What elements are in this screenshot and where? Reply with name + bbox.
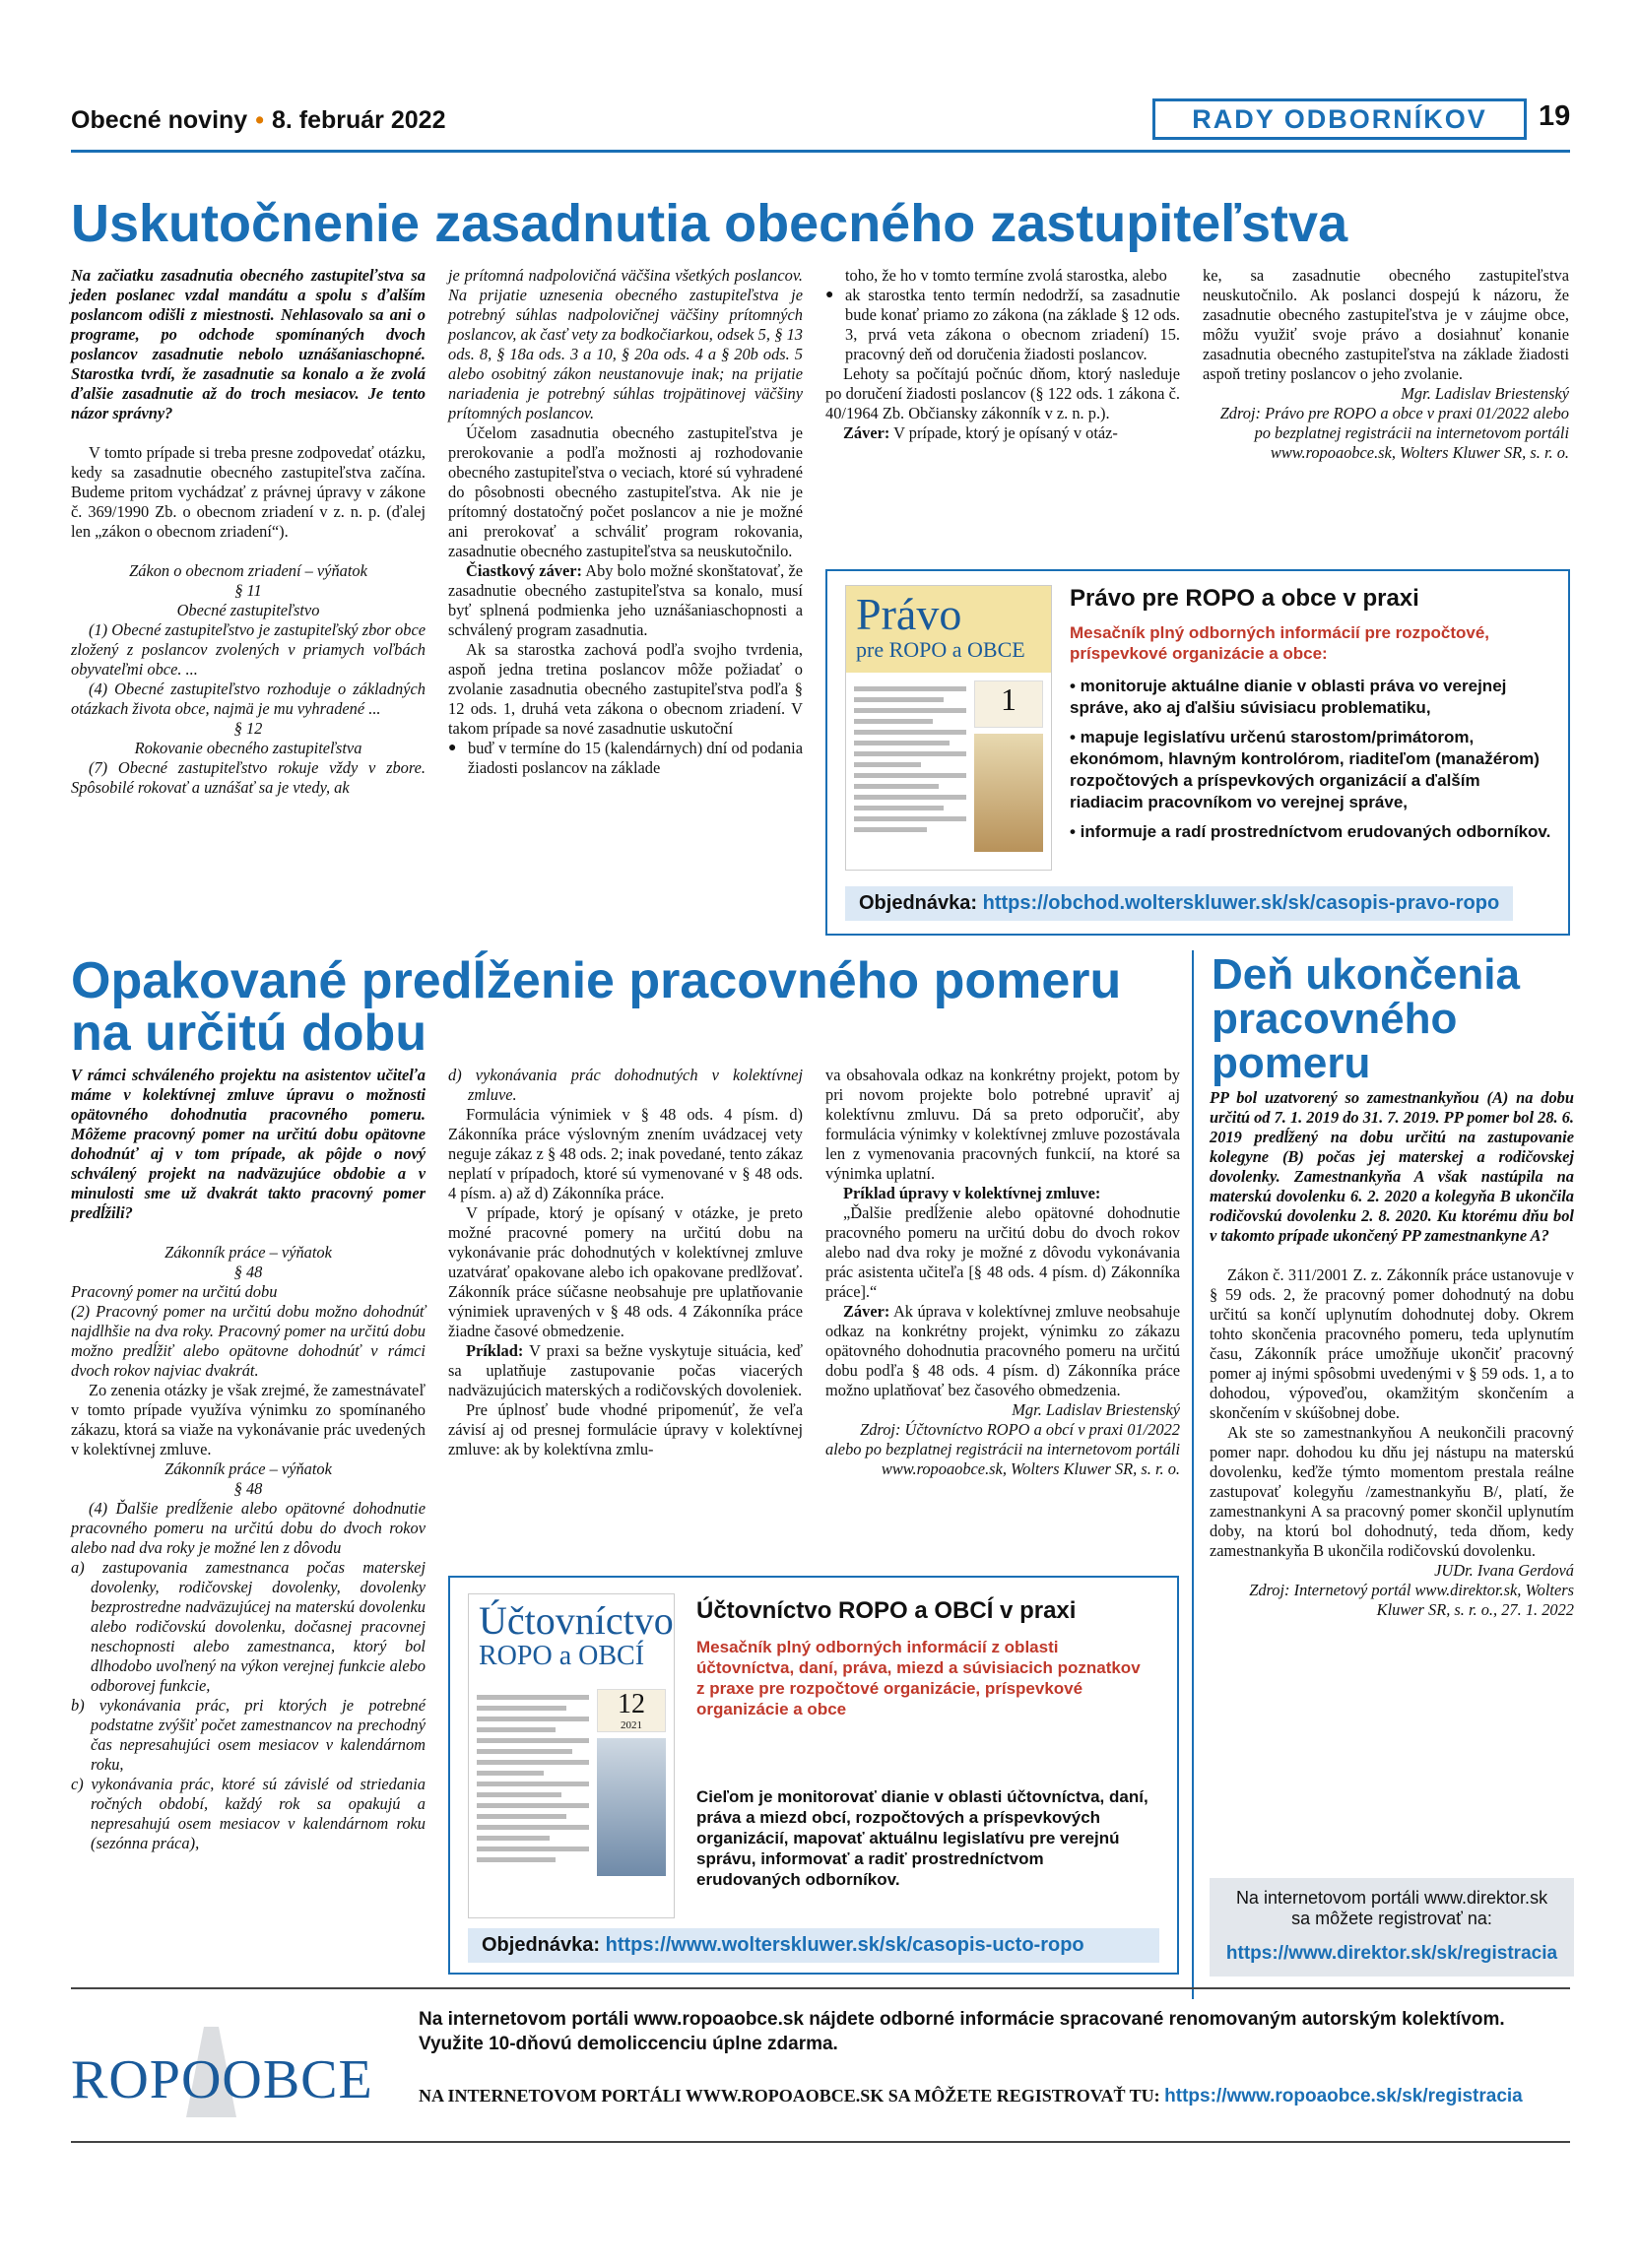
law-paragraph-number: § 48	[233, 1479, 263, 1498]
article2-paragraph: V prípade, ktorý je opísaný v otázke, je preto možné pracovné pomery na určitú dobu na vykonávanie prác dohodnutých v kolektívnej zmluve uzatvárať opakovane alebo ich opakovane predlžovať. Zákonník práce súčasne neobsahuje pre uplatňovanie výnimiek upravených v § 48 ods. 4 Zákonníka práce žiadne časové obmedzenie.	[448, 1203, 803, 1340]
article3-title: Deň ukončenia pracovného pomeru	[1212, 950, 1520, 1087]
order-link[interactable]: https://www.wolterskluwer.sk/sk/casopis-ucto-ropo	[605, 1934, 1084, 1956]
law-paragraph-number: § 11	[234, 581, 262, 600]
article1-paragraph: toho, že ho v tomto termíne zvolá starostka, alebo	[845, 266, 1167, 285]
banknotes-image	[597, 1738, 666, 1876]
article2-example	[448, 1341, 803, 1400]
law-text: (4) Obecné zastupiteľstvo rozhoduje o základných otázkach života obce, najmä je mu vyhradené ...	[71, 680, 426, 718]
magazine-cover-pravo	[845, 585, 1052, 871]
law-text: (4) Ďalšie predĺženie alebo opätovné dohodnutie pracovného pomeru na určitú dobu do dvoch rokov alebo nad dva roky je možné len z dôvodu	[71, 1499, 426, 1557]
article1-column-4	[1203, 266, 1569, 463]
article3-column	[1210, 1088, 1574, 1620]
conclusion-text: Ak úprava v kolektívnej zmluve neobsahuje odkaz na konkrétny projekt, výnimku zo zákazu opätovného dohodnutia pracovného pomeru na určitú dobu podľa § 48 ods. 4 písm. d) Zákonníka práce možno uplatňovať bez časového obmedzenia.	[825, 1302, 1180, 1399]
article1-partial-conclusion	[448, 561, 803, 640]
cover-issue	[597, 1689, 666, 1732]
cover-body	[846, 673, 1051, 860]
example-heading	[825, 1184, 1180, 1203]
ad-title: Právo pre ROPO a obce v praxi	[1070, 585, 1419, 612]
header-rule	[71, 150, 1570, 153]
cover-year: 2021	[621, 1719, 642, 1731]
logo-text: ROPOOBCE	[71, 2049, 373, 2110]
cover-subtitle: pre ROPO a OBCE	[856, 637, 1025, 662]
cover-contents	[477, 1689, 589, 1876]
law-paragraph-name: Obecné zastupiteľstvo	[176, 601, 320, 619]
example-heading-label: Príklad úpravy v kolektívnej zmluve:	[843, 1184, 1101, 1202]
footer-bottom-rule	[71, 2141, 1570, 2143]
ad-order-bar	[468, 1928, 1159, 1963]
article2-title: Opakované predĺženie pracovného pomeru na určitú dobu	[71, 952, 1122, 1063]
ad-description: Cieľom je monitorovať dianie v oblasti účtovníctva, daní, práva a miezd obcí, rozpočtových a príspevkových organizácií, mapovať aktuálnu legislatívu pre verejnú správu, informovať a radiť prostredníctvom erudovaných odborníkov.	[696, 1787, 1148, 1889]
cover-issue: 1	[974, 680, 1043, 728]
ad-feature-item: • mapuje legislatívu určenú starostom/primátorom, ekonómom, hlavným kontrolórom, riaditeľom (manažérom) rozpočtových a príspevkových organizácií a ďalším riadiacim pracovníkom vo verejnej správe,	[1070, 728, 1540, 811]
example-text: V praxi sa bežne vyskytuje situácia, keď sa uplatňuje zastupovanie počas viacerých nadväzujúcich materských a rodičovských dovoleniek.	[448, 1341, 803, 1399]
ad-title: Účtovníctvo ROPO a OBCÍ v praxi	[696, 1597, 1077, 1624]
ad-feature-item: • monitoruje aktuálne dianie v oblasti práva vo verejnej správe, ako aj ďalšiu súvisiacu problematiku,	[1070, 677, 1507, 717]
order-label: Objednávka:	[482, 1934, 601, 1956]
ad-pravo-ropo	[825, 569, 1570, 936]
promo-link[interactable]: https://www.direktor.sk/sk/registracia	[1225, 1943, 1558, 1964]
cover-title: Právo	[856, 589, 962, 639]
partial-conclusion-text: Aby bolo možné skonštatovať, že zasadnutie obecného zastupiteľstva sa konalo, musí byť splnená podmienka jeho uznášaniaschopnosti a schválený program zasadnutia.	[448, 561, 803, 639]
law-text: (2) Pracovný pomer na určitú dobu možno dohodnúť najdlhšie na dva roky. Pracovný pomer na určitú dobu možno predĺžiť alebo opätovne dohodnúť v rámci dvoch rokov najviac dvakrát.	[71, 1302, 426, 1380]
article2-paragraph: va obsahovala odkaz na konkrétny projekt, potom by pri novom projekte bolo potrebné upraviť aj kolektívnu zmluvu. Dá sa preto odporučiť, aby formulácia výnimky v kolektívnej zmluve pozostávala len z vymenovania pracovných funkcií, na ktoré sa výnimka uplatní.	[825, 1066, 1180, 1183]
scales-of-justice-image	[974, 734, 1043, 852]
article2-conclusion	[825, 1302, 1180, 1400]
article2-author: Mgr. Ladislav Briestenský	[1012, 1400, 1180, 1419]
ad-uctovnictvo-ropo	[448, 1576, 1179, 1975]
article2-source: Zdroj: Účtovníctvo ROPO a obcí v praxi 01/2022 alebo po bezplatnej registrácii na internetovom portáli www.ropoaobce.sk, Wolters Kluwer SR, s. r. o.	[825, 1420, 1180, 1478]
article1-paragraph: Účelom zasadnutia obecného zastupiteľstva je prerokovanie a podľa možnosti aj rozhodovanie obecného zastupiteľstva o veciach, ktoré sú vyhradené do pôsobnosti obecného zastupiteľstva. Ak nie je prítomný dostatočný počet poslancov a nie je možné ani prerokovať a schváliť program rokovania, zasadnutie obecného zastupiteľstva sa neuskutočnilo.	[448, 423, 803, 560]
conclusion-text: V prípade, ktorý je opísaný v otáz-	[889, 423, 1118, 442]
ad-feature-list	[1070, 668, 1557, 843]
law-list-item: c) vykonávania prác, ktoré sú závislé od striedania ročných období, každý rok sa opakujú a nepresahujú osem mesiacov v kalendárnom roku (sezónna práca),	[71, 1775, 426, 1852]
example-label: Príklad:	[466, 1341, 524, 1360]
promo-line: Na internetovom portáli www.direktor.sk	[1235, 1888, 1548, 1908]
cover-masthead	[469, 1594, 674, 1681]
law-paragraph-name: Pracovný pomer na určitú dobu	[71, 1282, 278, 1301]
article3-question: PP bol uzatvorený so zamestnankyňou (A) na dobu určitú od 7. 1. 2019 do 31. 7. 2019. PP pomer bol 28. 6. 2019 predĺžený na dobu určitú na zastupovanie kolegyne (B) počas jej materskej a rodičovskej dovolenky. Zamestnankyňa A však nastúpila na materskú dovolenku 6. 2. 2020 a kolegyňa B ukončila rodičovskú dovolenku 2. 8. 2020. Ku ktorému dňu bol v takomto prípade ukončený PP zamestnankyne A?	[1210, 1088, 1575, 1245]
article1-paragraph: Lehoty sa počítajú počnúc dňom, ktorý nasleduje po doručení žiadosti poslancov (§ 122 ods. 1 zákona č. 40/1964 Zb. Občiansky zákonník v z. n. p.).	[825, 364, 1180, 422]
article1-bullet: ● ak starostka tento termín nedodrží, sa zasadnutie bude konať priamo zo zákona (na základe § 12 ods. 3, prvá veta zákona o obecnom zriadení) 15. pracovný deň od doručenia žiadosti poslancov.	[825, 286, 1180, 364]
cover-image	[974, 680, 1043, 852]
publication-name: Obecné noviny	[71, 106, 248, 134]
article3-paragraph: Ak ste so zamestnankyňou A neukončili pracovný pomer napr. dohodou ku dňu jej nástupu na materskú dovolenku, keďže týmto momentom prestala reálne zastupovať kolegyňu /zamestnankyňu B/, platí, že zamestnankyni A sa pracovný pomer skončil uplynutím doby, na ktorú bol dohodnutý, teda dňom, kedy zamestnankyňa B ukončila rodičovskú dovolenku.	[1210, 1423, 1574, 1560]
cover-masthead	[846, 586, 1051, 673]
article1-paragraph: Ak sa starostka zachová podľa svojho tvrdenia, aspoň jedna tretina poslancov môže požiadať o zvolanie zasadnutia obecného zastupiteľstva podľa § 12 ods. 1, druhá veta zákona o obecnom zriadení. V takom prípade sa nové zasadnutie uskutoční	[448, 640, 803, 738]
law-text: (1) Obecné zastupiteľstvo je zastupiteľský zbor obce zložený z poslancov zvolených v priamych voľbách obyvateľmi obce. ...	[71, 620, 426, 679]
article1-author: Mgr. Ladislav Briestenský	[1401, 384, 1569, 403]
ad-subtitle: Mesačník plný odborných informácií z oblasti účtovníctva, daní, práva, miezd a súvisiacich poznatkov z praxe pre rozpočtové organizácie, príspevkové organizácie a obce	[696, 1638, 1141, 1718]
article3-source: Zdroj: Internetový portál www.direktor.sk, Wolters Kluwer SR, s. r. o., 27. 1. 2022	[1249, 1581, 1574, 1619]
cover-body	[469, 1681, 674, 1884]
article2-paragraph: Formulácia výnimiek v § 48 ods. 4 písm. d) Zákonníka práce výslovným znením uvádzacej vety neguje zákaz z § 48 ods. 2; inak povedané, tento zákaz neplatí v prípadoch, ktoré sú vymenované v § 48 ods. 4 písm. a) až d) Zákonníka práce.	[448, 1105, 803, 1202]
footer-registration	[419, 2086, 1523, 2107]
article1-paragraph: V tomto prípade si treba presne zodpovedať otázku, kedy sa zasadnutie obecného zastupiteľstva začína. Budeme pritom vychádzať z právnej úpravy v zákone č. 369/1990 Zb. o obecnom zriadení v z. n. p. (ďalej len „zákon o obecnom zriadení“).	[71, 443, 426, 541]
footer-promo-text: Na internetovom portáli www.ropoaobce.sk nájdete odborné informácie spracované renomovaným autorským kolektívom. Využite 10-dňovú demoliccenciu úplne zdarma.	[419, 2009, 1505, 2054]
article2-column-1	[71, 1066, 426, 1853]
partial-conclusion-label: Čiastkový záver:	[466, 561, 582, 580]
section-label: RADY ODBORNÍKOV	[1152, 98, 1527, 140]
ad-order-bar	[845, 886, 1513, 921]
column-divider	[1192, 950, 1194, 1999]
law-text: (7) Obecné zastupiteľstvo rokuje vždy v zbore. Spôsobilé rokovať a uznášať sa je vtedy, ak	[71, 758, 426, 797]
article2-paragraph: Pre úplnosť bude vhodné pripomenúť, že veľa závisí aj od presnej formulácie úpravy v kolektívnej zmluve: ak by kolektívna zmlu-	[448, 1400, 803, 1458]
article1-column-3	[825, 266, 1180, 443]
law-list-item: b) vykonávania prác, pri ktorých je potrebné podstatne zvýšiť počet zamestnancov na prechodný čas nepresahujúci osem mesiacov v kalendárnom roku,	[71, 1696, 426, 1774]
ropo-obce-logo-graphic	[71, 2019, 396, 2127]
article1-column-1	[71, 266, 426, 798]
conclusion-label: Záver:	[843, 423, 890, 442]
example-clause: „Ďalšie predĺženie alebo opätovné dohodnutie pracovného pomeru na určitú dobu do dvoch rokov alebo nad dva roky je možné z dôvodu vykonávania prác asistenta učiteľa [§ 48 ods. 4 písm. d) Zákonníka práce].“	[825, 1203, 1180, 1301]
conclusion-label: Záver:	[843, 1302, 890, 1321]
footer-top-rule	[71, 1987, 1570, 1989]
law-excerpt-title: Zákon o obecnom zriadení – výňatok	[129, 561, 367, 580]
article1-conclusion	[825, 423, 1180, 443]
article1-question: Na začiatku zasadnutia obecného zastupiteľstva sa jeden poslanec vzdal mandátu a spolu s ďalším poslancom odišli z miestnosti. Nehlasovalo sa ani o programe, po odchode spomínaných dvoch poslancov zasadnutie nebolo uznášaniaschopné. Starostka tvrdí, že zasadnutie sa konalo a že zvolá ďalšie zasadnutie až do troch mesiacov. Je tento názor správny?	[71, 266, 426, 422]
page-number: 19	[1539, 100, 1571, 132]
law-excerpt-title: Zákonník práce – výňatok	[164, 1459, 332, 1478]
article2-column-3	[825, 1066, 1180, 1479]
article2-paragraph: Zo zenenia otázky je však zrejmé, že zamestnávateľ v tomto prípade využíva výnimku zo spomínaného zákazu, ktorá sa viaže na vykonávanie prác uvedených v kolektívnej zmluve.	[71, 1381, 426, 1458]
article1-title: Uskutočnenie zasadnutia obecného zastupiteľstva	[71, 194, 1348, 253]
promo-line: sa môžete registrovať na:	[1291, 1909, 1492, 1928]
order-label: Objednávka:	[859, 892, 978, 914]
law-excerpt-title: Zákonník práce – výňatok	[164, 1243, 332, 1262]
publication-header	[71, 106, 445, 135]
article3-paragraph: Zákon č. 311/2001 Z. z. Zákonník práce ustanovuje v § 59 ods. 2, že pracovný pomer dohodnutý na dobu určitú sa končí uplynutím dohodnutej doby. Okrem tohto skončenia pracovného pomeru, teda uplynutím času, Zákonník práce umožňuje ukončiť pracovný pomer aj inými spôsobmi uvedenými v § 59 ods. 1, a to dohodou, výpoveďou, okamžitým skončením a skončením v skúšobnej dobe.	[1210, 1265, 1574, 1422]
article2-question: V rámci schváleného projektu na asistentov učiteľa máme v kolektívnej zmluve úpravu o možnosti opätovného dohodnutia pracovného pomeru. Môžeme pracovný pomer na určitú dobu opätovne dohodnúť aj v tom prípade, ak pôjde o nový schválený projekt na nadväzujúce obdobie a v minulosti sme už dvakrát takto pracovný pomer predĺžili?	[71, 1066, 426, 1222]
cover-issue-number: 12	[618, 1689, 645, 1719]
separator-dot: •	[255, 106, 264, 134]
law-paragraph-name: Rokovanie obecného zastupiteľstva	[134, 739, 362, 757]
cover-title: Účtovníctvo	[479, 1598, 674, 1643]
law-paragraph-number: § 48	[233, 1263, 263, 1281]
article1-source: Zdroj: Právo pre ROPO a obce v praxi 01/2022 alebo po bezplatnej registrácii na internetovom portáli www.ropoaobce.sk, Wolters Kluwer SR, s. r. o.	[1219, 404, 1569, 462]
article1-column-2	[448, 266, 803, 778]
footer-registration-label: NA INTERNETOVOM PORTÁLI WWW.ROPOAOBCE.SK SA MÔŽETE REGISTROVAŤ TU:	[419, 2086, 1160, 2106]
article1-bullet: ● buď v termíne do 15 (kalendárnych) dní od podania žiadosti poslancov na základe	[448, 739, 803, 778]
order-link[interactable]: https://obchod.wolterskluwer.sk/sk/casopis-pravo-ropo	[982, 892, 1500, 914]
article1-paragraph: ke, sa zasadnutie obecného zastupiteľstva neuskutočnilo. Ak poslanci dospejú k názoru, že zasadnutie obecného zastupiteľstva je v záujme obce, môžu využiť svoje právo a dosiahnuť konanie zasadnutia obecného zastupiteľstva na základe žiadosti aspoň tretiny poslancov o jeho zvolanie.	[1203, 266, 1569, 383]
footer-registration-link[interactable]: https://www.ropoaobce.sk/sk/registracia	[1164, 2086, 1523, 2106]
cover-contents	[854, 680, 966, 852]
article3-author: JUDr. Ivana Gerdová	[1434, 1561, 1574, 1580]
direktor-promo-box	[1210, 1878, 1574, 1976]
issue-date: 8. február 2022	[271, 106, 446, 134]
ad-feature-item: • informuje a radí prostredníctvom erudovaných odborníkov.	[1070, 822, 1551, 841]
law-paragraph-number: § 12	[233, 719, 263, 738]
law-list-item: a) zastupovania zamestnanca počas materskej dovolenky, rodičovskej dovolenky, dovolenky bezprostredne nadväzujúcej na materskú dovolenku alebo rodičovskú dovolenku, dočasnej pracovnej neschopnosti alebo zamestnanca, ktorý bol dlhodobo uvoľnený na výkon verejnej funkcie alebo odborovej funkcie,	[71, 1558, 426, 1695]
ad-subtitle: Mesačník plný odborných informácií pre rozpočtové, príspevkové organizácie a obce:	[1070, 623, 1490, 663]
law-text: je prítomná nadpolovičná väčšina všetkých poslancov. Na prijatie uznesenia obecného zastupiteľstva je potrebný súhlas nadpolovičnej väčšiny prítomných poslancov, ak časť vety za bodkočiarkou, odsek 5, § 13 ods. 8, § 18a ods. 3 a 10, § 20a ods. 4 a § 20b ods. 5 alebo osobitný zákon neustanovuje inak; na prijatie nariadenia je potrebný súhlas trojpätinovej väčšiny prítomných poslancov.	[448, 266, 803, 422]
article2-column-2	[448, 1066, 803, 1459]
cover-subtitle: ROPO a OBCÍ	[479, 1641, 645, 1671]
ropo-obce-logo	[71, 2019, 396, 2127]
cover-image	[597, 1689, 666, 1876]
magazine-cover-uctovnictvo	[468, 1593, 675, 1918]
law-list-item: d) vykonávania prác dohodnutých v kolektívnej zmluve.	[448, 1066, 803, 1104]
